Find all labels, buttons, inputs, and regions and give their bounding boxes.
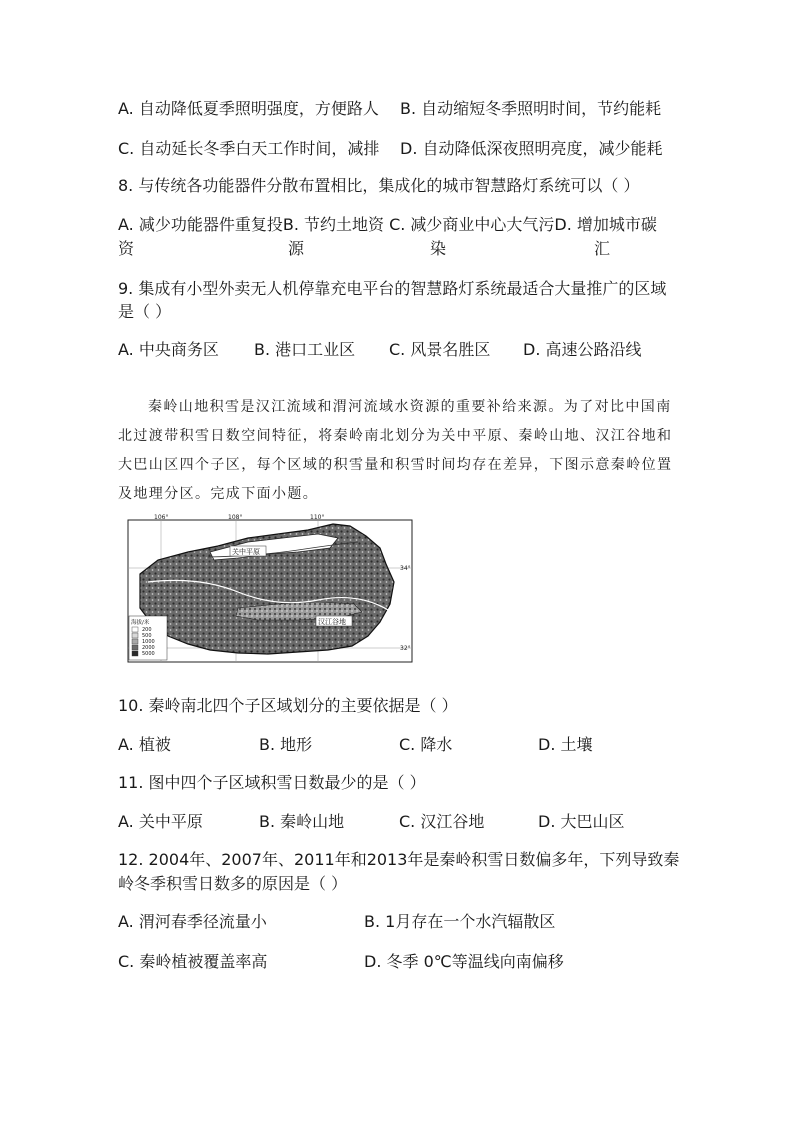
q11-stem: 11. 图中四个子区域积雪日数最少的是（ ） (118, 773, 426, 792)
q8-wrap-a: 资 (118, 239, 135, 258)
q9-stem-line2: 是（ ） (118, 302, 172, 321)
legend-value-2000: 2000 (142, 645, 155, 651)
lon-label-106: 106° (154, 514, 169, 521)
q12-option-b: B. 1月存在一个水汽辐散区 (364, 912, 556, 931)
q9-option-d: D. 高速公路沿线 (523, 340, 642, 359)
q7-option-d: D. 自动降低深夜照明亮度，减少能耗 (400, 139, 663, 158)
q7-option-b: B. 自动缩短冬季照明时间，节约能耗 (400, 99, 662, 118)
region-label-guanzhong: 关中平原 (232, 548, 260, 556)
legend-title: 海拔/米 (131, 620, 150, 626)
region-label-hanjiang: 汉江谷地 (318, 618, 346, 626)
legend-value-500: 500 (142, 633, 152, 639)
q12-option-d: D. 冬季 0℃等温线向南偏移 (364, 952, 564, 971)
q8-stem: 8. 与传统各功能器件分散布置相比，集成化的城市智慧路灯系统可以（ ） (118, 176, 640, 195)
q10-option-b: B. 地形 (259, 735, 313, 754)
q9-option-b: B. 港口工业区 (254, 340, 356, 359)
q12-stem-line2: 岭冬季积雪日数多的原因是（ ） (118, 874, 348, 893)
lat-label-32: 32° (400, 645, 411, 652)
q11-option-a: A. 关中平原 (118, 812, 203, 831)
q9-option-a: A. 中央商务区 (118, 340, 219, 359)
q10-option-d: D. 土壤 (538, 735, 593, 754)
passage-text: 秦岭山地积雪是汉江流域和渭河流域水资源的重要补给来源。为了对比中国南北过渡带积雪日数空间特征，将秦岭南北划分为关中平原、秦岭山地、汉江谷地和大巴山区四个子区，每个区域的积雪量和积雪时间均存在差异，下图示意秦岭位置及地理分区。完成下面小题。 (118, 399, 673, 502)
q10-option-a: A. 植被 (118, 735, 171, 754)
q10-stem: 10. 秦岭南北四个子区域划分的主要依据是（ ） (118, 696, 458, 715)
q7-option-a: A. 自动降低夏季照明强度，方便路人 (118, 99, 379, 118)
legend-value-1000: 1000 (142, 639, 155, 645)
q12-option-c: C. 秦岭植被覆盖率高 (118, 952, 268, 971)
q8-wrap-d: 汇 (594, 239, 611, 258)
q7-option-c: C. 自动延长冬季白天工作时间，减排 (118, 139, 380, 158)
elevation-legend (129, 616, 167, 660)
q10-option-c: C. 降水 (399, 735, 453, 754)
q11-option-d: D. 大巴山区 (538, 812, 625, 831)
q9-stem-line1: 9. 集成有小型外卖无人机停靠充电平台的智慧路灯系统最适合大量推广的区域 (118, 279, 667, 298)
q8-wrap-b: 源 (288, 239, 305, 258)
lon-label-110: 110° (310, 514, 325, 521)
q11-option-b: B. 秦岭山地 (259, 812, 345, 831)
q8-options-line1: A. 减少功能器件重复投B. 节约土地资 C. 减少商业中心大气污D. 增加城市碳 (118, 215, 657, 234)
q9-option-c: C. 风景名胜区 (389, 340, 491, 359)
legend-value-200: 200 (142, 627, 152, 633)
q12-option-a: A. 渭河春季径流量小 (118, 912, 267, 931)
qinling-map-figure (118, 512, 414, 664)
map-svg (118, 512, 414, 664)
q12-stem-line1: 12. 2004年、2007年、2011年和2013年是秦岭积雪日数偏多年，下列导致秦 (118, 850, 680, 869)
reading-passage (118, 393, 678, 509)
legend-value-5000: 5000 (142, 651, 155, 657)
q11-option-c: C. 汉江谷地 (399, 812, 485, 831)
lon-label-108: 108° (228, 514, 243, 521)
lat-label-34: 34° (400, 565, 411, 572)
q8-wrap-c: 染 (430, 239, 447, 258)
